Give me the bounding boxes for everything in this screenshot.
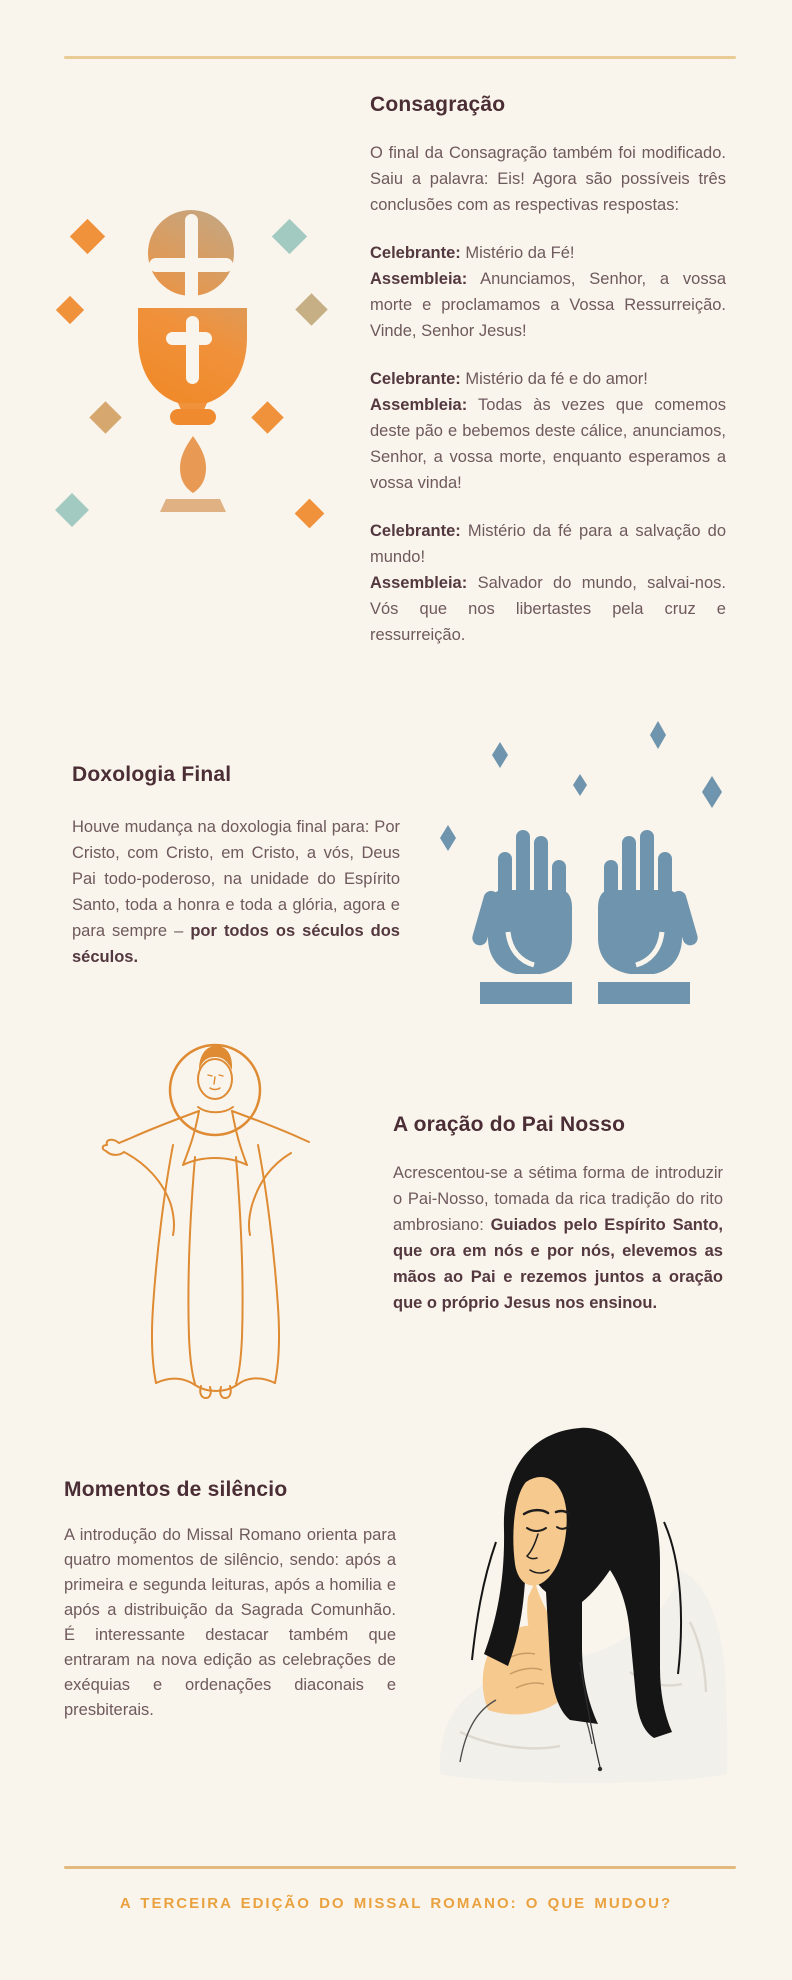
sparkle-diamond-icon	[295, 499, 325, 529]
dialogue-block	[370, 518, 726, 648]
consagracao-intro: O final da Consagração também foi modificado. Saiu a palavra: Eis! Agora são possíveis três conclusões com as respectivas respostas:	[370, 144, 726, 214]
doxologia-body-regular: Houve mudança na doxologia final para: Por Cristo, com Cristo, em Cristo, a vós, Deus Pai todo-poderoso, na unidade do Espírito Santo, toda a honra e toda a glória, agora e para sempre –	[72, 818, 400, 940]
dialogue-block	[370, 240, 726, 344]
dialogue-block	[370, 366, 726, 496]
sparkle-diamond-icon	[89, 401, 122, 434]
doxologia-body	[72, 814, 400, 970]
section-doxologia	[72, 762, 400, 970]
praying-woman-illustration	[430, 1422, 770, 1787]
doxologia-title: Doxologia Final	[72, 763, 232, 786]
praying-figure-illustration	[95, 1015, 310, 1400]
footer-divider	[64, 1866, 736, 1869]
pai-nosso-title: A oração do Pai Nosso	[393, 1113, 626, 1136]
celebrante-text: Mistério da fé e do amor!	[460, 370, 648, 388]
section-consagracao	[370, 92, 726, 648]
doxologia-body-bold: por todos os séculos dos séculos.	[72, 922, 400, 966]
assembleia-label: Assembleia:	[370, 270, 468, 288]
pai-nosso-body-bold: Guiados pelo Espírito Santo, que ora em nós e por nós, elevemos as mãos ao Pai e rezemos juntos a oração que o próprio Jesus nos ensinou.	[393, 1216, 723, 1312]
pai-nosso-body	[393, 1160, 723, 1316]
chalice-icon	[135, 209, 251, 517]
celebrante-text: Mistério da fé para a salvação do mundo!	[370, 522, 726, 566]
section-silencio	[64, 1477, 396, 1723]
sparkle-diamond-icon	[70, 219, 105, 254]
pai-nosso-body-regular: Acrescentou-se a sétima forma de introduzir o Pai-Nosso, tomada da rica tradição do rito ambrosiano:	[393, 1164, 723, 1234]
sparkle-diamond-icon	[272, 219, 307, 254]
assembleia-text: Salvador do mundo, salvai-nos. Vós que nos libertastes pela cruz e ressurreição.	[370, 574, 726, 644]
celebrante-label: Celebrante:	[370, 370, 461, 388]
sparkle-diamond-icon	[251, 401, 284, 434]
silencio-body: A introdução do Missal Romano orienta para quatro momentos de silêncio, sendo: após a primeira e segunda leituras, após a homilia e após a distribuição da Sagrada Comunhão. É interessante destacar também que entraram na nova edição as celebrações de exéquias e ordenações diaconais e presbiterais.	[64, 1526, 396, 1719]
assembleia-label: Assembleia:	[370, 574, 468, 592]
section-pai-nosso	[393, 1112, 723, 1316]
celebrante-label: Celebrante:	[370, 522, 461, 540]
assembleia-label: Assembleia:	[370, 396, 468, 414]
assembleia-text: Anunciamos, Senhor, a vossa morte e proclamamos a Vossa Ressurreição. Vinde, Senhor Jesus!	[370, 270, 726, 340]
sparkle-diamond-icon	[295, 293, 328, 326]
consagracao-title: Consagração	[370, 93, 506, 116]
celebrante-label: Celebrante:	[370, 244, 461, 262]
sparkle-diamond-icon	[55, 493, 89, 527]
sparkle-diamond-icon	[56, 296, 84, 324]
assembleia-text: Todas às vezes que comemos deste pão e bebemos deste cálice, anunciamos, Senhor, a vossa morte, enquanto esperamos a vossa vinda!	[370, 396, 726, 492]
raised-hands-icon	[420, 700, 770, 1020]
celebrante-text: Mistério da Fé!	[460, 244, 575, 262]
silencio-title: Momentos de silêncio	[64, 1478, 288, 1501]
top-divider	[64, 56, 736, 59]
footer-title: A TERCEIRA EDIÇÃO DO MISSAL ROMANO: O QUE MUDOU?	[119, 1895, 673, 1912]
